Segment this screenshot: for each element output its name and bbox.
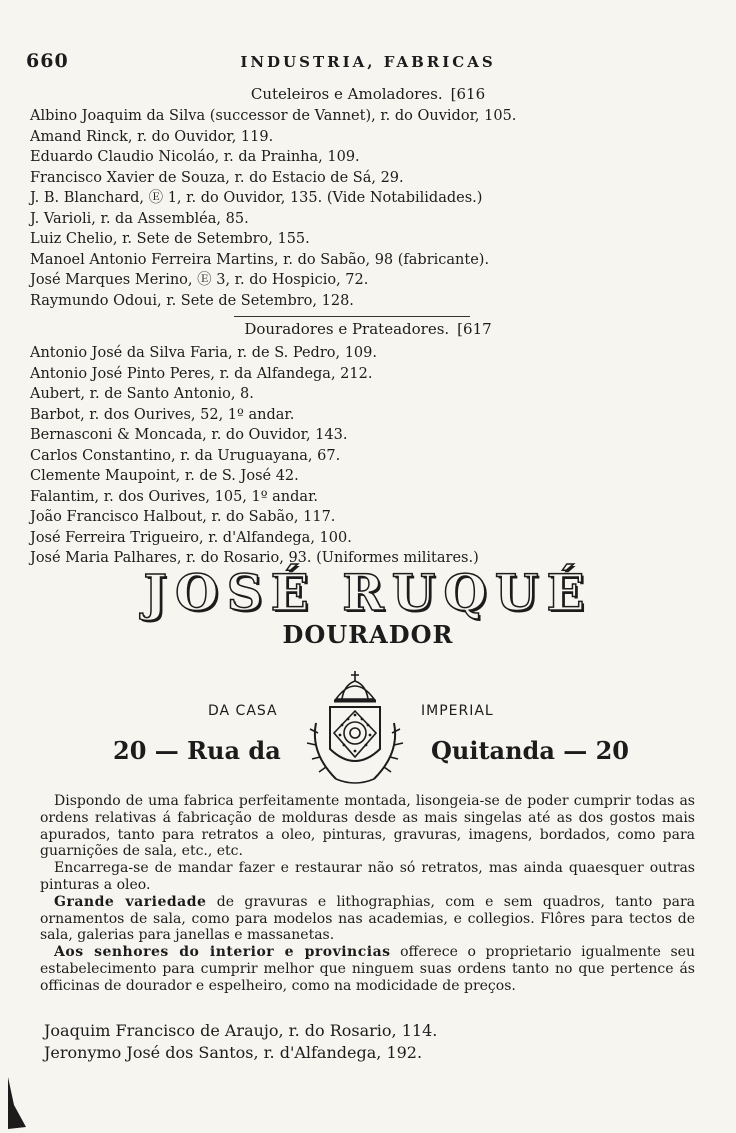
list-item: José Maria Palhares, r. do Rosario, 93. (Uniformes militares.): [30, 550, 479, 566]
list-item: Albino Joaquim da Silva (successor de Vannet), r. do Ouvidor, 105.: [30, 108, 517, 124]
list-item: João Francisco Halbout, r. do Sabão, 117.: [30, 509, 336, 525]
list-item: Eduardo Claudio Nicoláo, r. da Prainha, 109.: [30, 149, 360, 165]
list-item: Antonio José da Silva Faria, r. de S. Pedro, 109.: [30, 345, 377, 361]
list-item: Manoel Antonio Ferreira Martins, r. do Sabão, 98 (fabricante).: [30, 251, 490, 268]
list-item: Jeronymo José dos Santos, r. d'Alfandega, 192.: [44, 1043, 423, 1062]
page-edge-mark: [4, 1075, 32, 1131]
section-heading-cuteleiros: [0, 85, 736, 103]
advert-body: [40, 793, 695, 995]
list-item: Bernasconi & Moncada, r. do Ouvidor, 143.: [30, 427, 348, 443]
list-item: Francisco Xavier de Souza, r. do Estacio de Sá, 29.: [30, 169, 404, 186]
list-item: José Ferreira Trigueiro, r. d'Alfandega, 100.: [30, 529, 352, 546]
cuteleiros-list: [30, 106, 720, 311]
section-heading-douradores: [0, 320, 736, 338]
running-title: INDUSTRIA, FABRICAS: [240, 53, 496, 71]
advert-paragraph: [40, 894, 695, 944]
advert-text: de gravuras e lithographias, com e sem quadros, tanto para ornamentos de sala, como para modelos nas academias, e collegios. Flôres para tectos de sala, galerias para janellas e massanetas.: [40, 893, 695, 944]
imperial-crest-icon: [296, 663, 414, 793]
list-item: J. Varioli, r. da Assembléa, 85.: [30, 210, 249, 227]
advert-address-right: Quitanda — 20: [431, 736, 629, 765]
page-number: 660: [26, 50, 69, 72]
list-item: J. B. Blanchard, Ⓔ 1, r. do Ouvidor, 135. (Vide Notabilidades.): [30, 190, 483, 206]
advert-lead: Aos senhores do interior e provincias: [54, 944, 391, 961]
advert-address-left: 20 — Rua da: [113, 736, 281, 765]
advert-lead: Grande variedade: [54, 893, 207, 910]
list-item: Amand Rinck, r. do Ouvidor, 119.: [30, 128, 274, 145]
advert-paragraph: Encarrega-se de mandar fazer e restaurar não só retratos, mas ainda quaesquer outras pinturas a oleo.: [40, 860, 695, 893]
advert-casa-right: IMPERIAL: [421, 703, 494, 719]
list-item: Falantim, r. dos Ourives, 105, 1º andar.: [30, 488, 319, 505]
list-item: Aubert, r. de Santo Antonio, 8.: [30, 386, 254, 402]
section-number: [616: [450, 85, 486, 103]
advert-text: offerece o proprietario igualmente seu estabelecimento para cumprir melhor que ninguem suas ordens tanto no que pertence ás officinas de dourador e espelheiro, como na modicidade de preços.: [40, 944, 695, 994]
advert-paragraph: [40, 944, 695, 994]
douradores-list: [30, 343, 720, 569]
advert-name: JOSÉ RUQUÉ: [143, 563, 593, 622]
section-divider: [234, 316, 470, 317]
list-item: Joaquim Francisco de Araujo, r. do Rosario, 114.: [44, 1021, 438, 1040]
list-item: Raymundo Odoui, r. Sete de Setembro, 128.: [30, 292, 354, 309]
section-number: [617: [457, 320, 492, 338]
list-item: José Marques Merino, Ⓔ 3, r. do Hospicio, 72.: [30, 272, 369, 288]
advert-paragraph: Dispondo de uma fabrica perfeitamente montada, lisongeia-se de poder cumprir todas as ordens relativas á fabricação de molduras desde as mais singelas até as dos gostos mais apurados, tanto para retratos a oleo, pinturas, gravuras, imagens, bordados, como para guarnições de sala, etc., etc.: [40, 793, 695, 860]
list-item: Luiz Chelio, r. Sete de Setembro, 155.: [30, 231, 310, 247]
section-title: Cuteleiros e Amoladores.: [250, 85, 443, 103]
section-title: Douradores e Prateadores.: [244, 320, 450, 338]
list-item: Barbot, r. dos Ourives, 52, 1º andar.: [30, 406, 295, 423]
list-item: Antonio José Pinto Peres, r. da Alfandega, 212.: [30, 365, 373, 382]
advert-trade: DOURADOR: [282, 620, 454, 649]
advert-casa-left: DA CASA: [208, 703, 278, 719]
list-item: Carlos Constantino, r. da Uruguayana, 67.: [30, 447, 341, 464]
list-item: Clemente Maupoint, r. de S. José 42.: [30, 468, 299, 484]
footer-entries: [44, 1020, 437, 1064]
